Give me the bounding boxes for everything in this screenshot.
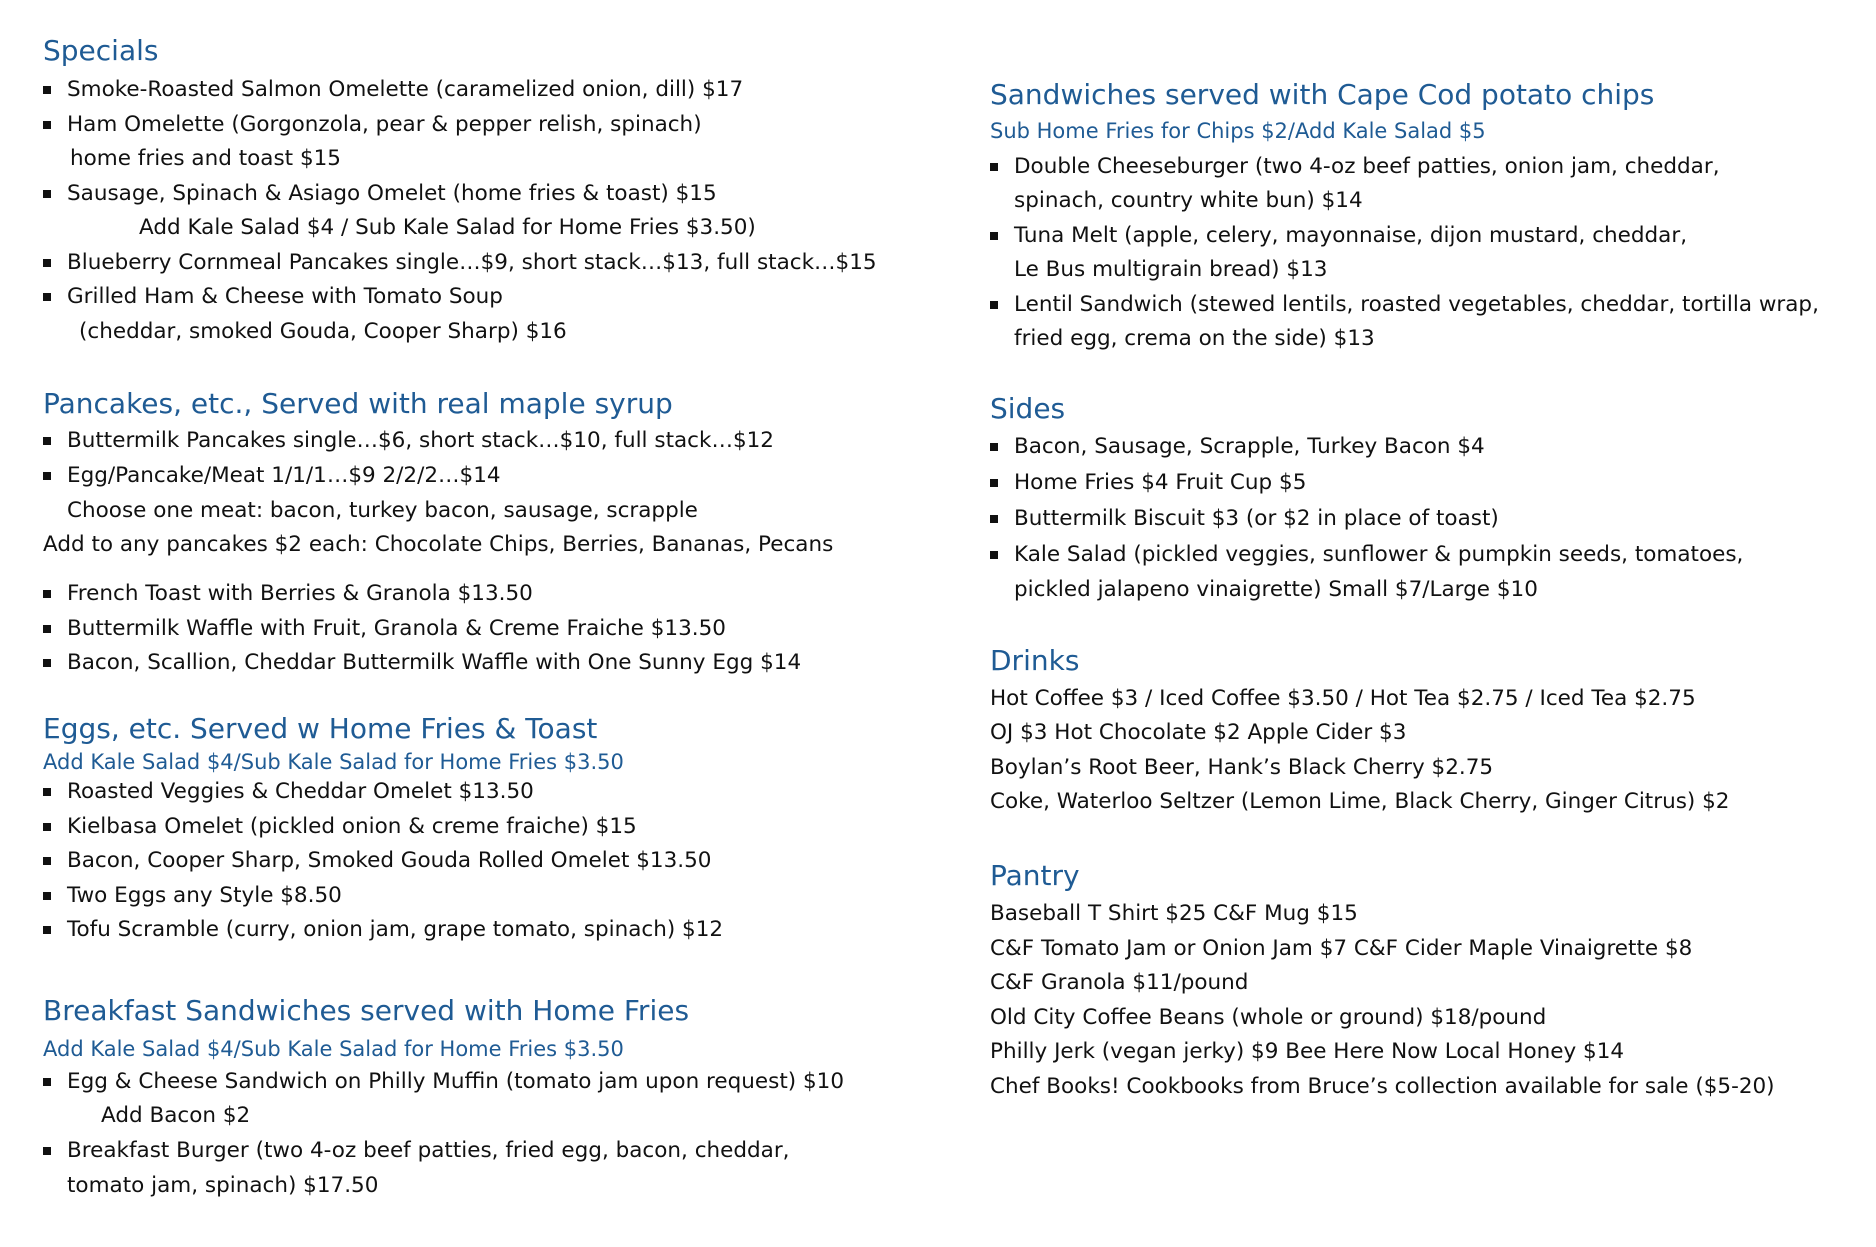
menu-item-line: Two Eggs any Style $8.50 xyxy=(67,883,342,908)
bullet-icon xyxy=(43,472,51,480)
menu-item-line: Roasted Veggies & Cheddar Omelet $13.50 xyxy=(67,779,534,804)
pantry-line: C&F Granola $11/pound xyxy=(990,970,1249,995)
menu-item-line: home fries and toast $15 xyxy=(70,146,341,171)
menu-item-line: Bacon, Scallion, Cheddar Buttermilk Waffle with One Sunny Egg $14 xyxy=(67,650,802,675)
drinks-line: OJ $3 Hot Chocolate $2 Apple Cider $3 xyxy=(990,720,1407,745)
bullet-icon xyxy=(990,551,998,559)
bullet-icon xyxy=(43,259,51,267)
menu-item-line: Kielbasa Omelet (pickled onion & creme fraiche) $15 xyxy=(67,814,637,839)
section-heading-pantry: Pantry xyxy=(990,859,1080,892)
section-heading-sandwiches: Sandwiches served with Cape Cod potato chips xyxy=(990,78,1655,111)
menu-item-line: tomato jam, spinach) $17.50 xyxy=(67,1173,379,1198)
section-subheading-breakfast-sandwiches: Add Kale Salad $4/Sub Kale Salad for Home Fries $3.50 xyxy=(43,1037,624,1061)
section-heading-pancakes: Pancakes, etc., Served with real maple syrup xyxy=(43,387,673,420)
drinks-line: Boylan’s Root Beer, Hank’s Black Cherry $2.75 xyxy=(990,755,1494,780)
menu-item-line: Bacon, Cooper Sharp, Smoked Gouda Rolled Omelet $13.50 xyxy=(67,848,712,873)
bullet-icon xyxy=(43,86,51,94)
pantry-line: Baseball T Shirt $25 C&F Mug $15 xyxy=(990,901,1358,926)
menu-item-line: Egg & Cheese Sandwich on Philly Muffin (tomato jam upon request) $10 xyxy=(67,1069,845,1094)
menu-item-line: spinach, country white bun) $14 xyxy=(1014,188,1363,213)
menu-item-line: Le Bus multigrain bread) $13 xyxy=(1014,257,1328,282)
bullet-icon xyxy=(990,163,998,171)
bullet-icon xyxy=(990,479,998,487)
menu-item-line: Breakfast Burger (two 4-oz beef patties, fried egg, bacon, cheddar, xyxy=(67,1138,790,1163)
menu-item-line: Ham Omelette (Gorgonzola, pear & pepper relish, spinach) xyxy=(67,112,702,137)
section-subheading-eggs: Add Kale Salad $4/Sub Kale Salad for Home Fries $3.50 xyxy=(43,750,624,774)
bullet-icon xyxy=(43,857,51,865)
menu-item-line: Add Bacon $2 xyxy=(101,1103,251,1128)
menu-item-line: Add Kale Salad $4 / Sub Kale Salad for Home Fries $3.50) xyxy=(139,215,756,240)
bullet-icon xyxy=(43,659,51,667)
menu-item-line: Bacon, Sausage, Scrapple, Turkey Bacon $4 xyxy=(1014,434,1485,459)
bullet-icon xyxy=(43,590,51,598)
menu-item-line: Choose one meat: bacon, turkey bacon, sausage, scrapple xyxy=(67,498,698,523)
menu-item-line: Double Cheeseburger (two 4-oz beef patties, onion jam, cheddar, xyxy=(1014,154,1720,179)
pantry-line: C&F Tomato Jam or Onion Jam $7 C&F Cider Maple Vinaigrette $8 xyxy=(990,936,1693,961)
menu-item-line: Kale Salad (pickled veggies, sunflower & pumpkin seeds, tomatoes, xyxy=(1014,542,1744,567)
bullet-icon xyxy=(43,788,51,796)
menu-item-line: Grilled Ham & Cheese with Tomato Soup xyxy=(67,284,503,309)
bullet-icon xyxy=(43,1147,51,1155)
section-heading-drinks: Drinks xyxy=(990,644,1080,677)
menu-item-line: Tuna Melt (apple, celery, mayonnaise, dijon mustard, cheddar, xyxy=(1014,223,1688,248)
section-subheading-sandwiches: Sub Home Fries for Chips $2/Add Kale Salad $5 xyxy=(990,119,1486,143)
menu-item-line: French Toast with Berries & Granola $13.50 xyxy=(67,581,533,606)
menu-item-line: Sausage, Spinach & Asiago Omelet (home fries & toast) $15 xyxy=(67,181,717,206)
bullet-icon xyxy=(990,232,998,240)
menu-item-line: Home Fries $4 Fruit Cup $5 xyxy=(1014,470,1307,495)
pantry-line: Chef Books! Cookbooks from Bruce’s collection available for sale ($5-20) xyxy=(990,1074,1775,1099)
section-heading-eggs: Eggs, etc. Served w Home Fries & Toast xyxy=(43,712,598,745)
menu-item-line: Egg/Pancake/Meat 1/1/1…$9 2/2/2…$14 xyxy=(67,463,501,488)
bullet-icon xyxy=(43,293,51,301)
pantry-line: Old City Coffee Beans (whole or ground) $18/pound xyxy=(990,1005,1547,1030)
menu-item-line: Buttermilk Biscuit $3 (or $2 in place of toast) xyxy=(1014,506,1499,531)
drinks-line: Hot Coffee $3 / Iced Coffee $3.50 / Hot Tea $2.75 / Iced Tea $2.75 xyxy=(990,686,1696,711)
menu-item-line: Tofu Scramble (curry, onion jam, grape tomato, spinach) $12 xyxy=(67,917,724,942)
menu-item-line: Buttermilk Pancakes single…$6, short stack…$10, full stack…$12 xyxy=(67,428,774,453)
menu-item-line: Lentil Sandwich (stewed lentils, roasted vegetables, cheddar, tortilla wrap, xyxy=(1014,292,1819,317)
bullet-icon xyxy=(990,301,998,309)
bullet-icon xyxy=(43,121,51,129)
bullet-icon xyxy=(43,190,51,198)
section-heading-specials: Specials xyxy=(43,34,159,67)
bullet-icon xyxy=(43,892,51,900)
menu-item-line: Buttermilk Waffle with Fruit, Granola & Creme Fraiche $13.50 xyxy=(67,616,726,641)
bullet-icon xyxy=(990,515,998,523)
bullet-icon xyxy=(43,823,51,831)
section-heading-breakfast-sandwiches: Breakfast Sandwiches served with Home Fries xyxy=(43,994,690,1027)
pancake-addon-note: Add to any pancakes $2 each: Chocolate Chips, Berries, Bananas, Pecans xyxy=(43,532,834,557)
pantry-line: Philly Jerk (vegan jerky) $9 Bee Here Now Local Honey $14 xyxy=(990,1039,1625,1064)
menu-item-line: Blueberry Cornmeal Pancakes single…$9, short stack…$13, full stack…$15 xyxy=(67,250,877,275)
bullet-icon xyxy=(43,625,51,633)
bullet-icon xyxy=(990,443,998,451)
menu-item-line: fried egg, crema on the side) $13 xyxy=(1014,326,1375,351)
bullet-icon xyxy=(43,1078,51,1086)
bullet-icon xyxy=(43,437,51,445)
bullet-icon xyxy=(43,926,51,934)
menu-item-line: pickled jalapeno vinaigrette) Small $7/Large $10 xyxy=(1014,577,1538,602)
menu-item-line: Smoke-Roasted Salmon Omelette (caramelized onion, dill) $17 xyxy=(67,77,744,102)
section-heading-sides: Sides xyxy=(990,392,1066,425)
menu-item-line: (cheddar, smoked Gouda, Cooper Sharp) $16 xyxy=(79,319,567,344)
drinks-line: Coke, Waterloo Seltzer (Lemon Lime, Black Cherry, Ginger Citrus) $2 xyxy=(990,789,1730,814)
